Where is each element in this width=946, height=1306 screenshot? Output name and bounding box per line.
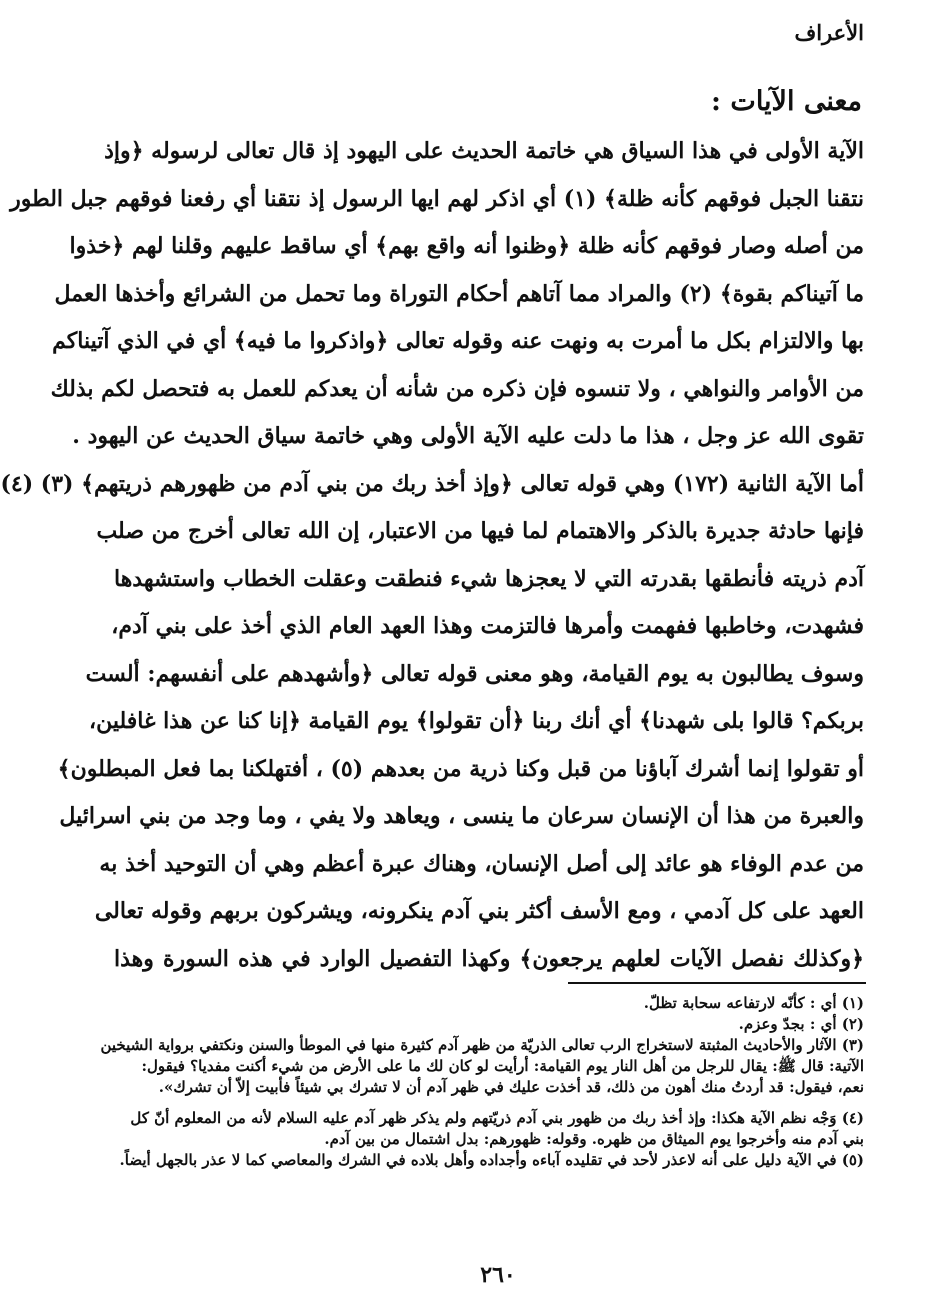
footnotes (100, 993, 864, 1171)
body-line: أما الآية الثانية (١٧٢) وهي قوله تعالى ﴿وإذ أخذ ربك من بني آدم من ظهورهم ذريتهم﴾ (٣) (٤) (0, 470, 864, 497)
body-line: ﴿وكذلك نفصل الآيات لعلهم يرجعون﴾ وكهذا التفصيل الوارد في هذه السورة وهذا (114, 945, 864, 972)
body-line: فإنها حادثة جديرة بالذكر والاهتمام لما فيها من الاعتبار، إن الله تعالى أخرج من صلب (96, 518, 864, 544)
body-line: بها والالتزام بكل ما أمرت به ونهت عنه وقوله تعالى ﴿واذكروا ما فيه﴾ أي في الذي آتيناكم (52, 328, 864, 354)
page-number: ٢٦٠ (480, 1262, 516, 1288)
body-line: نتقنا الجبل فوقهم كأنه ظلة﴾ (١) أي اذكر لهم ايها الرسول إذ نتقنا أي رفعنا فوقهم جبل الطور (10, 185, 864, 212)
body-line: فشهدت، وخاطبها ففهمت وأمرها فالتزمت وهذا العهد العام الذي أخذ على بني آدم، (111, 613, 864, 639)
body-text (0, 128, 864, 983)
body-line: العهد على كل آدمي ، ومع الأسف أكثر بني آدم ينكرونه، ويشركون بربهم وقوله تعالى (94, 898, 864, 924)
footnote-spacer (104, 1098, 864, 1108)
body-line: والعبرة من هذا أن الإنسان سرعان ما ينسى ، ويعاهد ولا يفي ، وما وجد من بني اسرائيل (59, 803, 864, 829)
running-header: الأعراف (794, 20, 864, 45)
footnote-3-continued: نعم، فيقول: قد أردتُ منك أهون من ذلك، قد أخذت عليك في ظهر آدم أن لا تشرك بي شيئاً فأبيت إلاّ أن تشرك». (158, 1078, 864, 1096)
footnote-2: (٢) أي : بجدّ وعزم. (738, 1015, 864, 1033)
body-line: ما آتيناكم بقوة﴾ (٢) والمراد مما آتاهم أحكام التوراة وما تحمل من الشرائع وأخذها العمل (54, 280, 864, 307)
body-line: من أصله وصار فوقهم كأنه ظلة ﴿وظنوا أنه واقع بهم﴾ أي ساقط عليهم وقلنا لهم ﴿خذوا (69, 233, 864, 259)
footnote-3-continued: الآتية: قال ﷺ: يقال للرجل من أهل النار يوم القيامة: أرأيت لو كان لك ما على الأرض من شيء أكنت مفديا؟ فيقول: (141, 1057, 864, 1075)
body-line: من الأوامر والنواهي ، ولا تنسوه فإن ذكره من شأنه أن يعدكم للعمل به فتحصل لكم بذلك (50, 375, 864, 402)
body-line: آدم ذريته فأنطقها بقدرته التي لا يعجزها شيء فنطقت وعقلت الخطاب واستشهدها (114, 565, 864, 592)
footnote-5: (٥) في الآية دليل على أنه لاعذر لأحد في تقليده آباءه وأجداده وأهل بلاده في الشرك والمعاصي كما لا عذر بالجهل أيضاً. (119, 1151, 864, 1169)
footnote-3: (٣) الآثار والأحاديث المثبتة لاستخراج الرب تعالى الذريّة من ظهر آدم كثيرة منها في الموطأ والسنن ونكتفي برواية الشيخين (100, 1036, 864, 1054)
footnote-divider (568, 982, 866, 984)
body-line: وسوف يطالبون به يوم القيامة، وهو معنى قوله تعالى ﴿وأشهدهم على أنفسهم: ألست (85, 660, 864, 687)
section-title: معنى الآيات : (711, 86, 862, 117)
body-line: بربكم؟ قالوا بلى شهدنا﴾ أي أنك ربنا ﴿أن تقولوا﴾ يوم القيامة ﴿إنا كنا عن هذا غافلين، (88, 708, 864, 734)
body-line: تقوى الله عز وجل ، هذا ما دلت عليه الآية الأولى وهي خاتمة سياق الحديث عن اليهود . (72, 423, 864, 449)
footnote-1: (١) أي : كأنّه لارتفاعه سحابة تظلّ. (643, 994, 864, 1012)
footnote-4-continued: بني آدم منه وأخرجوا يوم الميثاق من ظهره. وقوله: ظهورهم: بدل اشتمال من بين آدم. (324, 1130, 864, 1148)
footnote-4: (٤) وَجْه نظم الآية هكذا: وإذ أخذ ربك من ظهور بني آدم ذريّتهم ولم يذكر ظهر آدم عليه السلام لأنه من المعلوم أنّ كل (130, 1109, 864, 1127)
body-line: الآية الأولى في هذا السياق هي خاتمة الحديث على اليهود إذ قال تعالى لرسوله ﴿وإذ (104, 138, 864, 164)
body-line: من عدم الوفاء هو عائد إلى أصل الإنسان، وهناك عبرة أعظم وهي أن التوحيد أخذ به (99, 850, 864, 877)
body-line: أو تقولوا إنما أشرك آباؤنا من قبل وكنا ذرية من بعدهم (٥) ، أفتهلكنا بما فعل المبطلون﴾ (57, 755, 864, 782)
